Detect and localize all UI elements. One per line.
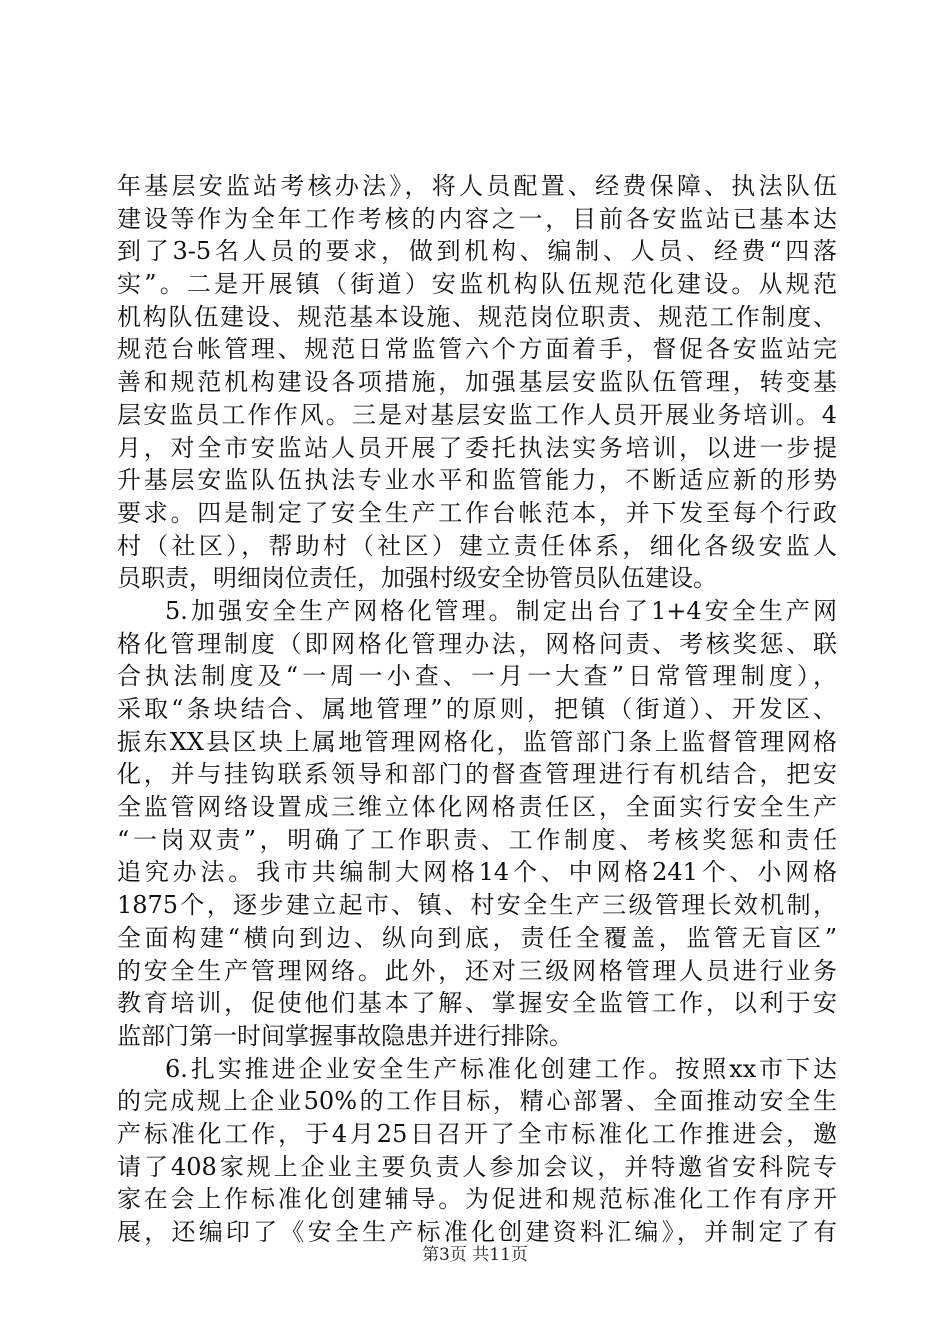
text-line: 化，并与挂钩联系领导和部门的督查管理进行有机结合，把安: [117, 760, 837, 789]
text-line: 家在会上作标准化创建辅导。为促进和规范标准化工作有序开: [117, 1185, 837, 1214]
text-line: 展，还编印了《安全生产标准化创建资料汇编》，并制定了有: [117, 1218, 837, 1246]
paragraph: [117, 595, 837, 1053]
text-line: 采取“条块结合、属地管理”的原则，把镇（街道）、开发区、: [117, 695, 837, 723]
paragraph: [117, 170, 837, 595]
paragraph-container: [117, 170, 837, 1249]
text-line: 的完成规上企业50%的工作目标，精心部署、全面推动安全生: [117, 1087, 837, 1116]
text-line: 年基层安监站考核办法》，将人员配置、经费保障、执法队伍: [117, 172, 837, 200]
document-body: [117, 170, 837, 1249]
text-line: 到了3-5名人员的要求，做到机构、编制、人员、经费“四落: [117, 237, 837, 266]
text-line: 村（社区），帮助村（社区）建立责任体系，细化各级安监人: [117, 531, 837, 560]
text-line: 的安全生产管理网络。此外，还对三级网格管理人员进行业务: [117, 956, 837, 985]
text-line: 振东XX县区块上属地管理网格化，监管部门条上监督管理网格: [117, 727, 837, 756]
text-line: 格化管理制度（即网格化管理办法，网格问责、考核奖惩、联: [117, 629, 837, 658]
page-number-label: 第3页 共11页: [422, 1245, 528, 1265]
text-line: 员职责，明细岗位责任，加强村级安全协管员队伍建设。: [117, 564, 717, 593]
text-line: “一岗双责”，明确了工作职责、工作制度、考核奖惩和责任: [117, 825, 837, 854]
text-line: 规范台帐管理、规范日常监管六个方面着手，督促各安监站完: [117, 335, 837, 364]
text-line: 要求。四是制定了安全生产工作台帐范本，并下发至每个行政: [117, 498, 837, 527]
text-line: 请了408家规上企业主要负责人参加会议，并特邀省安科院专: [117, 1152, 837, 1181]
text-line: 1875个，逐步建立起市、镇、村安全生产三级管理长效机制，: [117, 891, 837, 920]
text-line: 合执法制度及“一周一小查、一月一大查”日常管理制度），: [117, 662, 837, 691]
text-line: 实”。二是开展镇（街道）安监机构队伍规范化建设。从规范: [117, 270, 837, 299]
text-line: 升基层安监队伍执法专业水平和监管能力，不断适应新的形势: [117, 466, 837, 495]
text-line: 机构队伍建设、规范基本设施、规范岗位职责、规范工作制度、: [117, 302, 837, 331]
text-line: 教育培训，促使他们基本了解、掌握安全监管工作，以利于安: [117, 989, 837, 1018]
text-line: 建设等作为全年工作考核的内容之一，目前各安监站已基本达: [117, 204, 837, 233]
text-line: 全面构建“横向到边、纵向到底，责任全覆盖，监管无盲区”: [117, 923, 837, 952]
text-line: 6.扎实推进企业安全生产标准化创建工作。按照xx市下达: [165, 1054, 837, 1083]
text-line: 5.加强安全生产网格化管理。制定出台了1+4安全生产网: [165, 596, 837, 625]
text-line: 全监管网络设置成三维立体化网格责任区，全面实行安全生产: [117, 793, 837, 822]
page-footer: [0, 1240, 950, 1265]
paragraph: [117, 1053, 837, 1249]
text-line: 产标准化工作，于4月25日召开了全市标准化工作推进会，邀: [117, 1119, 837, 1148]
text-line: 善和规范机构建设各项措施，加强基层安监队伍管理，转变基: [117, 368, 837, 397]
text-line: 追究办法。我市共编制大网格14个、中网格241个、小网格: [117, 858, 837, 887]
text-line: 层安监员工作作风。三是对基层安监工作人员开展业务培训。4: [117, 400, 837, 429]
text-line: 监部门第一时间掌握事故隐患并进行排除。: [117, 1021, 573, 1050]
text-line: 月，对全市安监站人员开展了委托执法实务培训，以进一步提: [117, 433, 837, 462]
